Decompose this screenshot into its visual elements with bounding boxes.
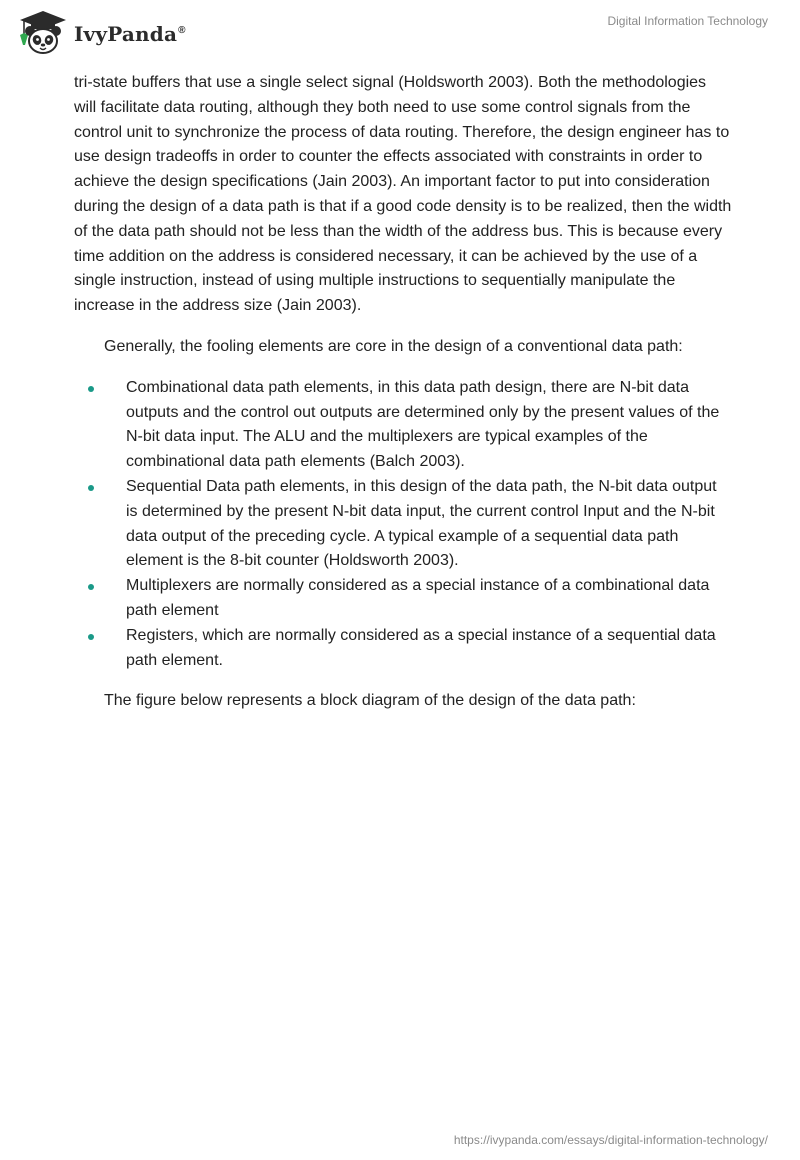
list-item-text: Sequential Data path elements, in this design of the data path, the N-bit data output is determined by the present N-bit data input, the current control Input and the N-bit data output of the preceding cycle. A typical example of a sequential data path element is the 8-bit counter (Holdsworth 2003). [126, 477, 717, 570]
list-item [74, 376, 732, 475]
bullet-list [74, 376, 732, 674]
list-item-text: Registers, which are normally considered as a special instance of a sequential data path element. [126, 626, 716, 669]
paragraph: Generally, the fooling elements are core in the design of a conventional data path: [104, 337, 683, 355]
bullet-icon [88, 584, 94, 590]
brand-logo[interactable] [16, 9, 186, 57]
list-item [74, 624, 732, 674]
bullet-icon [88, 386, 94, 392]
bullet-icon [88, 634, 94, 640]
list-item [74, 475, 732, 574]
paragraph: The figure below represents a block diagram of the design of the data path: [104, 692, 636, 710]
list-item-text: Combinational data path elements, in this data path design, there are N-bit data outputs and the control out outputs are determined only by the present values of the N-bit data input. The ALU and the multiplexers are typical examples of the combinational data path elements (Balch 2003). [126, 378, 720, 471]
list-item-text: Multiplexers are normally considered as a special instance of a combinational data path element [126, 577, 710, 619]
paragraph: tri-state buffers that use a single select signal (Holdsworth 2003). Both the methodologies will facilitate data routing, although they both need to use some control signals from the control unit to synchronize the process of data routing. Therefore, the design engineer has to use design tradeoffs in order to counter the effects associated with constraints in order to achieve the design specifications (Jain 2003). An important factor to put into consideration during the design of a data path is that if a good code density is to be realized, then the width of the data path should not be less than the width of the address bus. This is because every time addition on the address is considered necessary, it can be achieved by the use of a single instruction, instead of using multiple instructions to sequentially manipulate the increase in the address size (Jain 2003). [74, 74, 732, 315]
brand-name: IvyPanda® [74, 22, 186, 46]
source-url[interactable]: https://ivypanda.com/essays/digital-information-technology/ [453, 1133, 768, 1147]
list-item [74, 574, 732, 624]
document-title: Digital Information Technology [607, 14, 768, 28]
registered-mark: ® [178, 25, 186, 36]
page-header [0, 0, 800, 66]
panda-graduate-icon [16, 9, 70, 57]
bullet-icon [88, 485, 94, 491]
essay-content [74, 71, 732, 714]
